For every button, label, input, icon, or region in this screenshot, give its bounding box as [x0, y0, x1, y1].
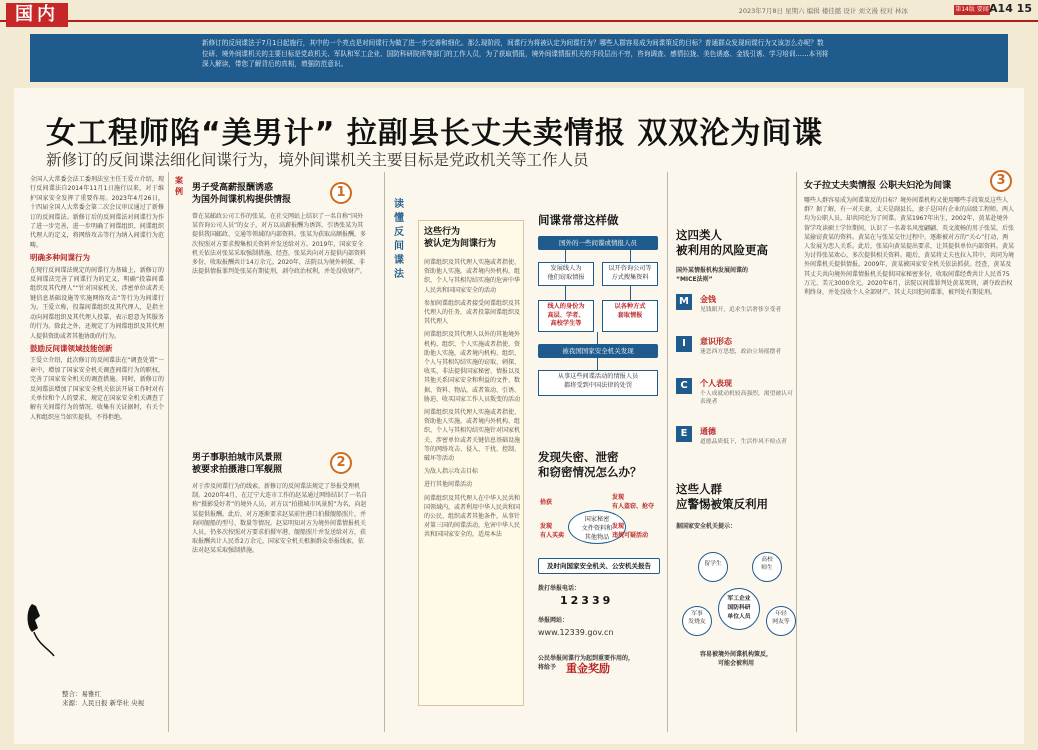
definition-item: 间谍组织及其代理人实施或者指使、资助他人实施，或者境内外机构、组织、个人与其相勾结实施针对国家机关、涉密单位或者关键信息基础设施等的网络攻击、侵入、干扰、控制、破坏等活动	[424, 409, 520, 463]
intro-heading-1: 明确多种间谍行为	[30, 253, 90, 263]
report-center: 国家秘密 文件资料和 其他物品	[568, 510, 626, 544]
intro-heading-2: 鼓励反间谍领域技能创新	[30, 343, 113, 353]
top-bar	[0, 0, 1038, 25]
risk-intro: 国外某情报机构发展间谍的 “MICE法则”	[676, 267, 749, 283]
intro-paragraph-1: 在现行反间谍法规定的间谍行为基础上，新修订的反间谍法完善了间谍行为的定义，明确“投靠间谍组织及其代理人”“针对国家机关、涉密单位或者关键信息基础设施等实施网络攻击”等行为为间谍行为。王爱立称，投靠间谍组织及其代理人，是指主动向间谍组织及其代理人投靠，表示愿意为其服务的行为。除此之外，还规定了为间谍组织及其代理人提供资助或者其他协助的行为。	[30, 266, 164, 340]
flow-left-2: 线人的身份为 高层、学者、 高校学生等	[538, 300, 594, 332]
flow-arrow	[630, 286, 631, 300]
mice-letter-m: M	[676, 294, 692, 310]
flow-result: 从事这些间谍活动的情报人员 都将受到中国法律的处罚	[538, 370, 658, 396]
web-url: www.12339.gov.cn	[538, 628, 614, 637]
risk-title: 这四类人 被利用的风险更高	[676, 228, 768, 257]
divider-2	[384, 172, 385, 732]
definition-item: 间谍组织及其代理人以外的其他境外机构、组织、个人实施或者指使、资助他人实施，或者境内机构、组织、个人与其相勾结实施的窃取、刺探、收买、非法提供国家秘密、情报以及其他关系国家安全和利益的文件、数据、资料、物品，或者策动、引诱、胁迫、收买国家工作人员叛变的活动	[424, 331, 520, 403]
definition-item: 参加间谍组织或者接受间谍组织及其代理人的任务，或者投靠间谍组织及其代理人	[424, 299, 520, 326]
reading-vertical-title: 读懂反间谍法	[394, 199, 404, 280]
crowd-item: 留学生	[698, 552, 728, 582]
report-step: 发现 有人盗窃、抢夺	[612, 494, 655, 510]
mice-desc-e: 道德品质低下，生活作风不检点者	[700, 439, 787, 445]
credit: 整合：易雅红 来源：人民日报 新华社 央视	[62, 690, 145, 707]
flow-right-1: 以开咨询公司等 方式搜集资料	[602, 262, 658, 286]
mice-label-i: 意识形态	[700, 337, 732, 346]
definition-title: 这些行为 被认定为间谍行为	[424, 227, 497, 249]
case-3-body: 哪些人群容易成为间谍策反的目标？境外间谍机构又使用哪些手段策反这些人群？据了解，有一对夫妻，丈夫是副县长，妻子是国有企业的高级工程师，两人均为公职人员，却共同沦为了间谍。黄某1967年出生，2002年，黄某赴境外留学攻读硕士学位期间，认识了一名著名风度翩翩、英文流畅的男子张某，后张某偷窃黄某的资料。黄某在与张某交往过程中，逐渐被对方的“关心”打动，两人发展为恋人关系。此后，张某向黄某提出要求，让其提供单位内部资料，黄某为讨得张某欢心，多次提供相关资料。随后，黄某将丈夫也拉入其中，共同为境外间谍机关提供情报。2009年，黄某被国家安全机关依法抓获。经查，黄某及其丈夫共向境外间谍情报机关提供国家秘密多份，收取间谍经费共计人民币75万元、美元3000余元。2020年6月，法院以间谍罪判处黄某死刑，剥夺政治权利终身，并处没收个人全部财产。其丈夫因犯间谍罪，被判处有期徒刑。	[804, 197, 1014, 297]
report-step: 发现 有人买卖	[540, 523, 565, 539]
crowd-note: 容易被境外间谍机构策反， 可能会被利用	[699, 651, 772, 667]
mice-letter-e: E	[676, 426, 692, 442]
case-1-badge: 1	[330, 182, 352, 204]
intro-banner	[30, 34, 1008, 82]
flow-arrow	[565, 286, 566, 300]
case-3-badge: 3	[990, 170, 1012, 192]
flow-arrow	[597, 358, 598, 370]
crowd-center: 军工企业 国防科研 单位人员	[718, 588, 760, 630]
page-tag: 第14版 要闻	[955, 6, 989, 13]
divider-1	[168, 172, 169, 732]
section-tag: 国内	[6, 3, 68, 27]
page-number: A14 15	[989, 2, 1032, 15]
hotline-label: 拨打举报电话：	[538, 585, 581, 592]
report-step: 拾获	[540, 499, 553, 506]
web-label: 举报网站：	[538, 617, 569, 624]
definition-item: 进行其他间谍活动	[424, 481, 473, 489]
definition-tail: 间谍组织及其代理人在中华人民共和国领域内，或者利用中华人民共和国的公民、组织或者其他条件，从事针对第三国的间谍活动，危害中华人民共和国国家安全的，适用本法	[424, 494, 520, 539]
report-title: 发现失密、泄密 和窃密情况怎么办？	[538, 450, 642, 479]
report-step: 发现 违规可疑活动	[612, 523, 649, 539]
subhead: 新修订的反间谍法细化间谍行为，境外间谍机关主要目标是党政机关等工作人员	[46, 151, 589, 169]
crowd-item: 年轻 网友等	[766, 606, 796, 636]
mice-letter-i: I	[676, 336, 692, 352]
case-2-badge: 2	[330, 452, 352, 474]
telephone-icon	[24, 600, 60, 662]
headline: 女工程师陷“美男计” 拉副县长丈夫卖情报 双双沦为间谍	[46, 116, 824, 151]
mice-letter-c: C	[676, 378, 692, 394]
case-2-title: 男子事职拍城市风景照 被要求拍摄港口军舰照	[192, 453, 283, 475]
crowd-title: 这些人群 应警惕被策反利用	[676, 482, 768, 511]
definition-list	[424, 258, 520, 700]
definition-item: 为敌人指示攻击目标	[424, 468, 479, 476]
flow-arrow	[597, 332, 598, 344]
crowd-sub: 据国家安全机关提示：	[676, 523, 737, 530]
case-label: 案例	[175, 176, 183, 196]
mice-desc-m: 见钱眼开，追求生活奢侈享受者	[700, 307, 782, 313]
crowd-item: 高校 师生	[752, 552, 782, 582]
flow-title: 间谍常常这样做	[538, 213, 619, 227]
divider-3	[667, 172, 668, 732]
mice-desc-c: 个人成就动机较高强烈，渴望被认可表现者	[700, 391, 793, 405]
case-1-body: 曾在某邮政公司工作的张某，在社交网站上结识了一名自称“国外某咨询公司人员”的女子，对方以高薪报酬为诱饵，引诱张某为其提供我国邮政、交通等领域的内部资料。张某为获取高额报酬，多次按照对方要求搜集相关资料并发送给对方。2019年，国家安全机关依法对张某采取强制措施。经查，张某共向对方提供内部资料多份，收取报酬共计14万余元。2020年，法院以为境外刺探、非法提供情报罪判处张某有期徒刑，剥夺政治权利，并处没收财产。	[192, 213, 367, 276]
intro-body: 全国人大常委会法工委刑法室主任王爱立介绍，现行反间谍法自2014年11月1日施行以来，对于维护国家安全发挥了重要作用。2023年4月26日，十四届全国人大常委会第二次会议审议通过了新修订的反间谍法。新修订后的反间谍法对间谍行为作了进一步完善，进一步明确了间谍组织、间谍组织代理人的定义，将网络攻击等行为纳入间谍行为范畴。	[30, 176, 164, 249]
divider-4	[796, 172, 797, 732]
case-2-body: 对于涉及间谍行为的线索，新修订的反间谍法规定了举报受理机制。2020年4月，在辽宁大连市工作的赵某通过网络结识了一名自称“摄影爱好者”的境外人员，对方以“拍摄城市风景照”为名，向赵某提供报酬。此后，对方逐渐要求赵某前往港口拍摄舰船照片，并询问舰船的型号、数量等情况。赵某明知对方为境外间谍情报机关人员，仍多次按照对方要求拍摄军港、舰船照片并发送给对方，获取报酬共计人民币2万余元。国家安全机关根据群众举报线索，依法对赵某采取强制措施。	[192, 483, 368, 555]
case-1-title: 男子受高薪报酬诱惑 为国外间谍机构提供情报	[192, 183, 292, 205]
reward-text: 重金奖励	[566, 662, 610, 675]
flow-arrow	[630, 250, 631, 262]
flow-arrow	[565, 250, 566, 262]
flow-left-1: 发展线人为 他们窃取情报	[538, 262, 594, 286]
intro-paragraph-2: 王爱立介绍，此次修订的反间谍法在“调查处置”一章中，增加了国家安全机关调查间谍行为的职权，完善了国家安全机关的调查措施。同时，新修订的反间谍法增加了国家安全机关依法开展工作时对有关单位和个人的要求，规定在国家安全机关调查了解有关间谍行为的情况、收集有关证据时，有关个人和组织应当如实提供，不得拒绝。	[30, 357, 164, 421]
mice-desc-i: 迷恋西方思想，政治立场摇摆者	[700, 349, 782, 355]
flow-top: 国外的一些间谍或情报人员	[538, 236, 658, 250]
banner-text: 新修订的反间谍法于7月1日起施行，其中的一个亮点是对间谍行为做了进一步完善和细化。那么现阶段，间谍行为将被认定为间谍行为？哪些人群容易成为间谍策反的目标？普通群众发现间谍行为又该怎么办呢？数位研、境外间谍机关的主要目标是党政机关、军队和军工企业、国防科研院所等部门的工作人员，为了获取情报，境外间谍情报机关的手段层出不穷，咨询调查、感情拉拢、美色诱惑、金钱引诱、学习培训……本刊将深入解读，带您了解背后的真相，增强防范意识。	[202, 39, 829, 68]
flow-bottom: 被我国国家安全机关发现	[538, 344, 658, 358]
mice-label-m: 金钱	[700, 295, 716, 304]
edition-meta: 2023年7月8日 星期六 编辑 楼佳懿 设计 刘文漫 校对 林冰	[738, 7, 908, 15]
mice-label-c: 个人表现	[700, 379, 732, 388]
mice-label-e: 通德	[700, 427, 716, 436]
flow-right-2: 以各种方式 套取情报	[602, 300, 658, 332]
reward-prefix: 公民举报间谍行为起到重要作用的， 将给予	[538, 655, 635, 671]
hotline-number: 12339	[560, 594, 614, 607]
crowd-item: 军事 发烧友	[682, 606, 712, 636]
intro-column	[30, 175, 164, 595]
case-3-title: 女子拉丈夫卖情报 公职夫妇沦为间谍	[804, 181, 952, 191]
definition-item: 间谍组织及其代理人实施或者指使、资助他人实施，或者境内外机构、组织、个人与其相勾结实施的危害中华人民共和国国家安全的活动	[424, 259, 520, 294]
report-line: 及时向国家安全机关、公安机关报告	[538, 558, 660, 574]
